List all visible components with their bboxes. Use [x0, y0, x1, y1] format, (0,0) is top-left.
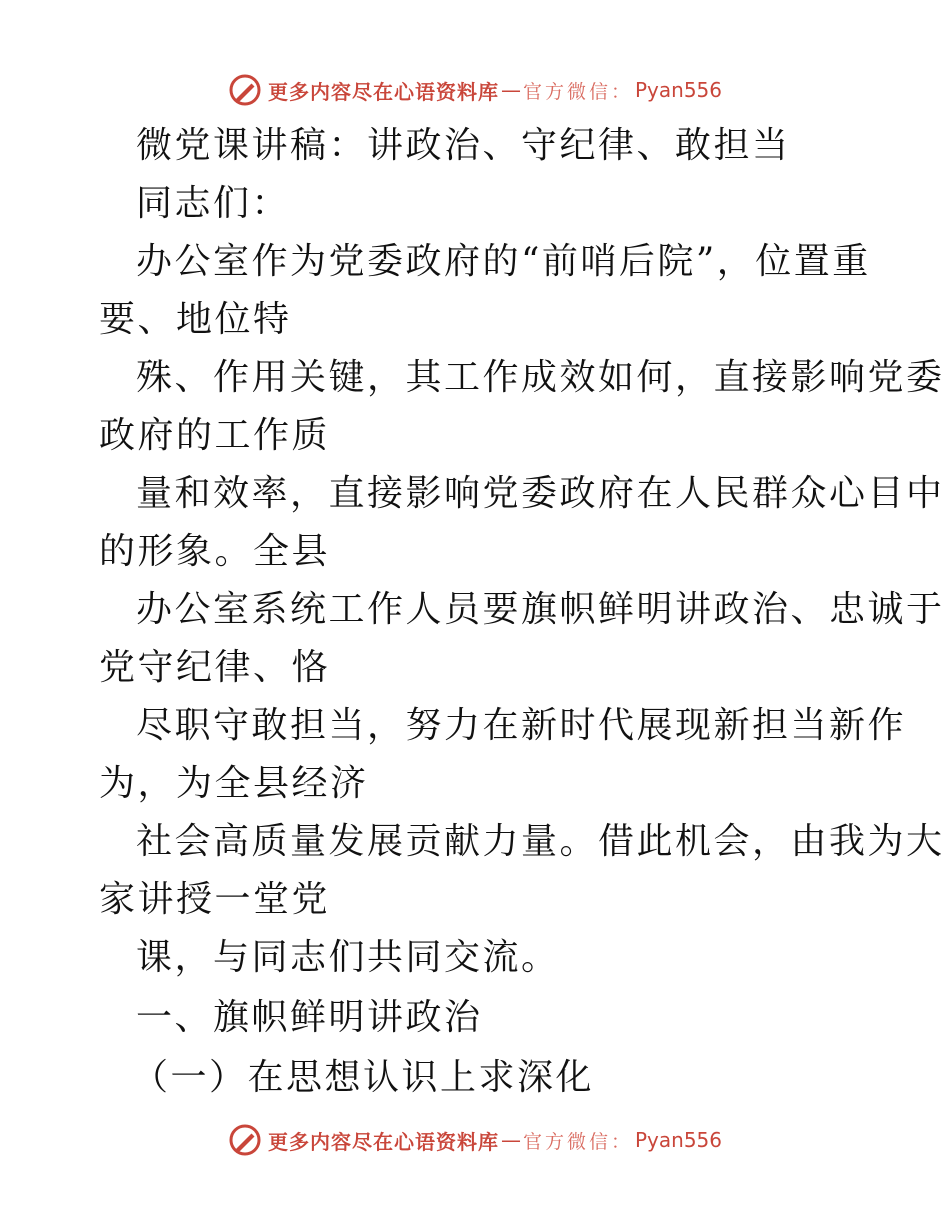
text-line: 殊、作用关键，其工作成效如何，直接影响党委 [136, 357, 945, 398]
text-line: 要、地位特 [99, 299, 292, 340]
banner-separator: — [500, 1128, 521, 1152]
wechat-label: 官方微信： [522, 1130, 633, 1153]
text-line: 为，为全县经济 [99, 763, 369, 804]
text-line: 社会高质量发展贡献力量。借此机会，由我为大 [136, 821, 945, 862]
brand-text: 更多内容尽在心语资料库 [267, 79, 499, 104]
text-line: 家讲授一堂党 [99, 879, 331, 920]
footer-banner [0, 1120, 950, 1160]
wechat-account: Pyan556 [635, 1128, 723, 1152]
subsection-heading: （一）在思想认识上求深化 [132, 1057, 595, 1098]
wechat-label: 官方微信： [522, 80, 633, 103]
text-line: 办公室系统工作人员要旗帜鲜明讲政治、忠诚于 [136, 589, 945, 630]
text-line: 量和效率，直接影响党委政府在人民群众心目中 [136, 473, 945, 514]
text-line: 课，与同志们共同交流。 [136, 937, 560, 978]
banner-separator: — [500, 78, 521, 102]
document-title: 微党课讲稿：讲政治、守纪律、敢担当 [136, 125, 791, 166]
header-banner [0, 70, 950, 110]
pen-logo-icon [228, 1123, 262, 1157]
text-line: 党守纪律、恪 [99, 647, 331, 688]
brand-text: 更多内容尽在心语资料库 [267, 1129, 499, 1154]
text-line: 的形象。全县 [99, 531, 331, 572]
text-line: 尽职守敢担当，努力在新时代展现新担当新作 [136, 705, 907, 746]
wechat-account: Pyan556 [635, 78, 723, 102]
section-heading: 一、旗帜鲜明讲政治 [136, 997, 483, 1038]
salutation: 同志们： [136, 183, 291, 224]
text-line: 办公室作为党委政府的“前哨后院”，位置重 [136, 241, 871, 282]
pen-logo-icon [228, 73, 262, 107]
text-line: 政府的工作质 [99, 415, 331, 456]
